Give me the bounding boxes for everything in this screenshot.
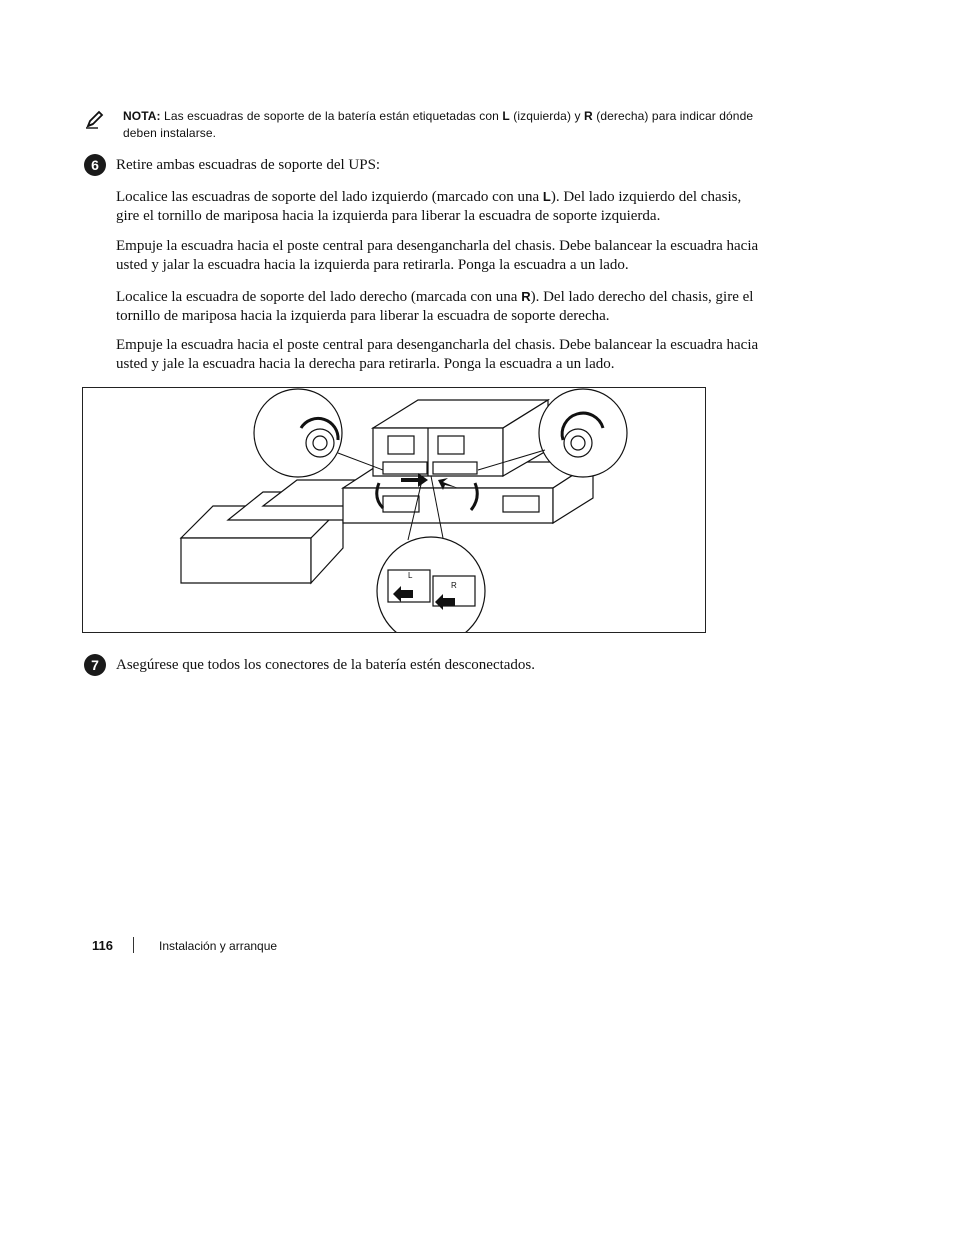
page-number: 116 [92, 938, 113, 953]
left-mark: L [502, 109, 510, 123]
step-6-paragraph-3: Localice la escuadra de soporte del lado derecho (marcada con una R). Del lado derecho del chasis, gire el tornillo de mariposa hacia la izquierda para liberar la escuadra de soporte derecha. [116, 289, 754, 324]
ups-illustration [83, 388, 705, 632]
step-7-badge: 7 [84, 654, 106, 676]
pencil-note-icon [84, 108, 106, 130]
step-6-paragraph-2: Empuje la escuadra hacia el poste central para desengancharla del chasis. Debe balancear la escuadra hacia usted y jalar la escuadra hacia la izquierda para retirarla. Ponga la escuadra a un lado. [116, 238, 759, 273]
step-6-intro: Retire ambas escuadras de soporte del UPS: [116, 157, 381, 173]
right-mark: R [521, 289, 531, 304]
note-label: NOTA: [123, 109, 161, 123]
step-6-paragraph-1: Localice las escuadras de soporte del lado izquierdo (marcado con una L). Del lado izquierdo del chasis, gire el tornillo de mariposa hacia la izquierda para liberar la escuadra de soporte izquierda. [116, 189, 742, 224]
left-mark: L [542, 189, 551, 204]
figure-left-label: L [408, 571, 413, 580]
step-6-badge: 6 [84, 154, 106, 176]
step-7-text: Asegúrese que todos los conectores de la batería estén desconectados. [116, 657, 536, 673]
bracket-removal-figure [82, 387, 706, 633]
footer-divider [133, 937, 134, 953]
right-mark: R [584, 109, 593, 123]
footer-section-title: Instalación y arranque [159, 939, 278, 953]
figure-right-label: R [451, 581, 457, 590]
note-text: NOTA: Las escuadras de soporte de la batería están etiquetadas con L (izquierda) y R (derecha) para indicar dónde deben instalarse. [123, 109, 754, 140]
step-6-paragraph-4: Empuje la escuadra hacia el poste central para desengancharla del chasis. Debe balancear la escuadra hacia usted y jale la escuadra hacia la derecha para retirarla. Ponga la escuadra a un lado. [116, 337, 759, 372]
